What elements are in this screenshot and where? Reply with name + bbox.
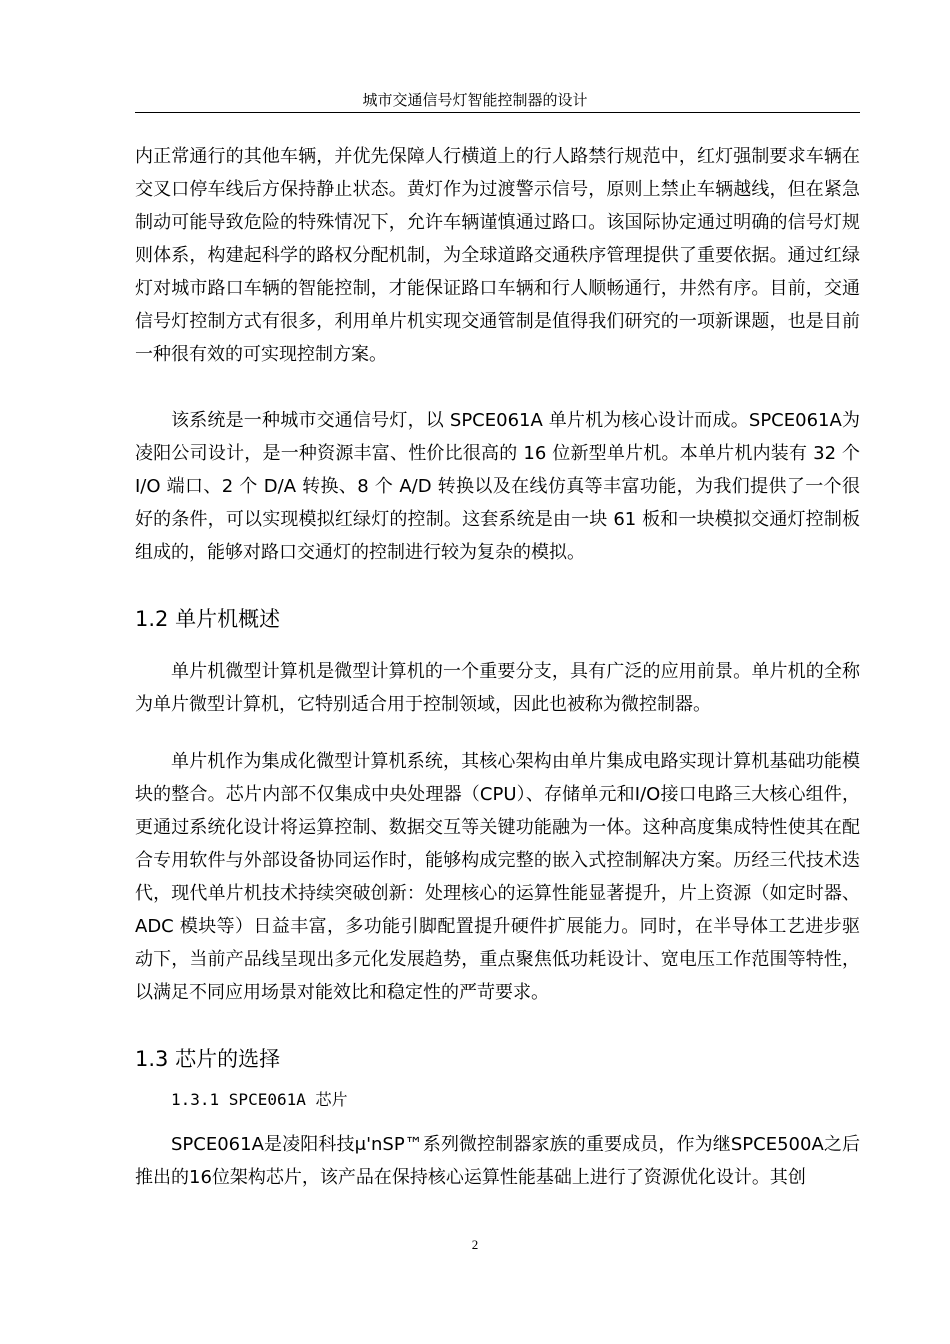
paragraph-mcu-architecture: 单片机作为集成化微型计算机系统，其核心架构由单片集成电路实现计算机基础功能模块的整合。芯片内部不仅集成中央处理器（CPU）、存储单元和I/O接口电路三大核心组件，更通过系统化设计将运算控制、数据交互等关键功能融为一体。这种高度集成特性使其在配合专用软件与外部设备协同运作时，能够构成完整的嵌入式控制解决方案。历经三代技术迭代，现代单片机技术持续突破创新：处理核心的运算性能显著提升，片上资源（如定时器、ADC 模块等）日益丰富，多功能引脚配置提升硬件扩展能力。同时，在半导体工艺进步驱动下，当前产品线呈现出多元化发展趋势，重点聚焦低功耗设计、宽电压工作范围等特性，以满足不同应用场景对能效比和稳定性的严苛要求。 [135,751,860,1003]
paragraph-intro-continued: 内正常通行的其他车辆，并优先保障人行横道上的行人路禁行规范中，红灯强制要求车辆在交叉口停车线后方保持静止状态。黄灯作为过渡警示信号，原则上禁止车辆越线，但在紧急制动可能导致危险的特殊情况下，允许车辆谨慎通过路口。该国际协定通过明确的信号灯规则体系，构建起科学的路权分配机制，为全球道路交通秩序管理提供了重要依据。通过红绿灯对城市路口车辆的智能控制，才能保证路口车辆和行人顺畅通行，井然有序。目前，交通信号灯控制方式有很多，利用单片机实现交通管制是值得我们研究的一项新课题，也是目前一种很有效的可实现控制方案。 [135,146,860,365]
header-divider [135,112,860,113]
section-heading-1-3: 1.3 芯片的选择 [135,1047,281,1071]
paragraph-mcu-definition: 单片机微型计算机是微型计算机的一个重要分支，具有广泛的应用前景。单片机的全称为单片微型计算机，它特别适合用于控制领域，因此也被称为微控制器。 [135,661,860,715]
page-number: 2 [471,1237,479,1252]
running-header: 城市交通信号灯智能控制器的设计 [362,91,588,109]
paragraph-system-overview: 该系统是一种城市交通信号灯，以 SPCE061A 单片机为核心设计而成。SPCE061A为凌阳公司设计，是一种资源丰富、性价比很高的 16 位新型单片机。本单片机内装有 32 个 I/O 端口、2 个 D/A 转换、8 个 A/D 转换以及在线仿真等丰富功能，为我们提供了一个很好的条件，可以实现模拟红绿灯的控制。这套系统是由一块 61 板和一块模拟交通灯控制板组成的，能够对路口交通灯的控制进行较为复杂的模拟。 [135,410,860,563]
section-heading-1-2: 1.2 单片机概述 [135,607,281,631]
paragraph-spce061a-intro: SPCE061A是凌阳科技μ'nSP™系列微控制器家族的重要成员，作为继SPCE500A之后推出的16位架构芯片，该产品在保持核心运算性能基础上进行了资源优化设计。其创 [135,1134,860,1188]
subsection-heading-1-3-1: 1.3.1 SPCE061A 芯片 [171,1090,348,1109]
